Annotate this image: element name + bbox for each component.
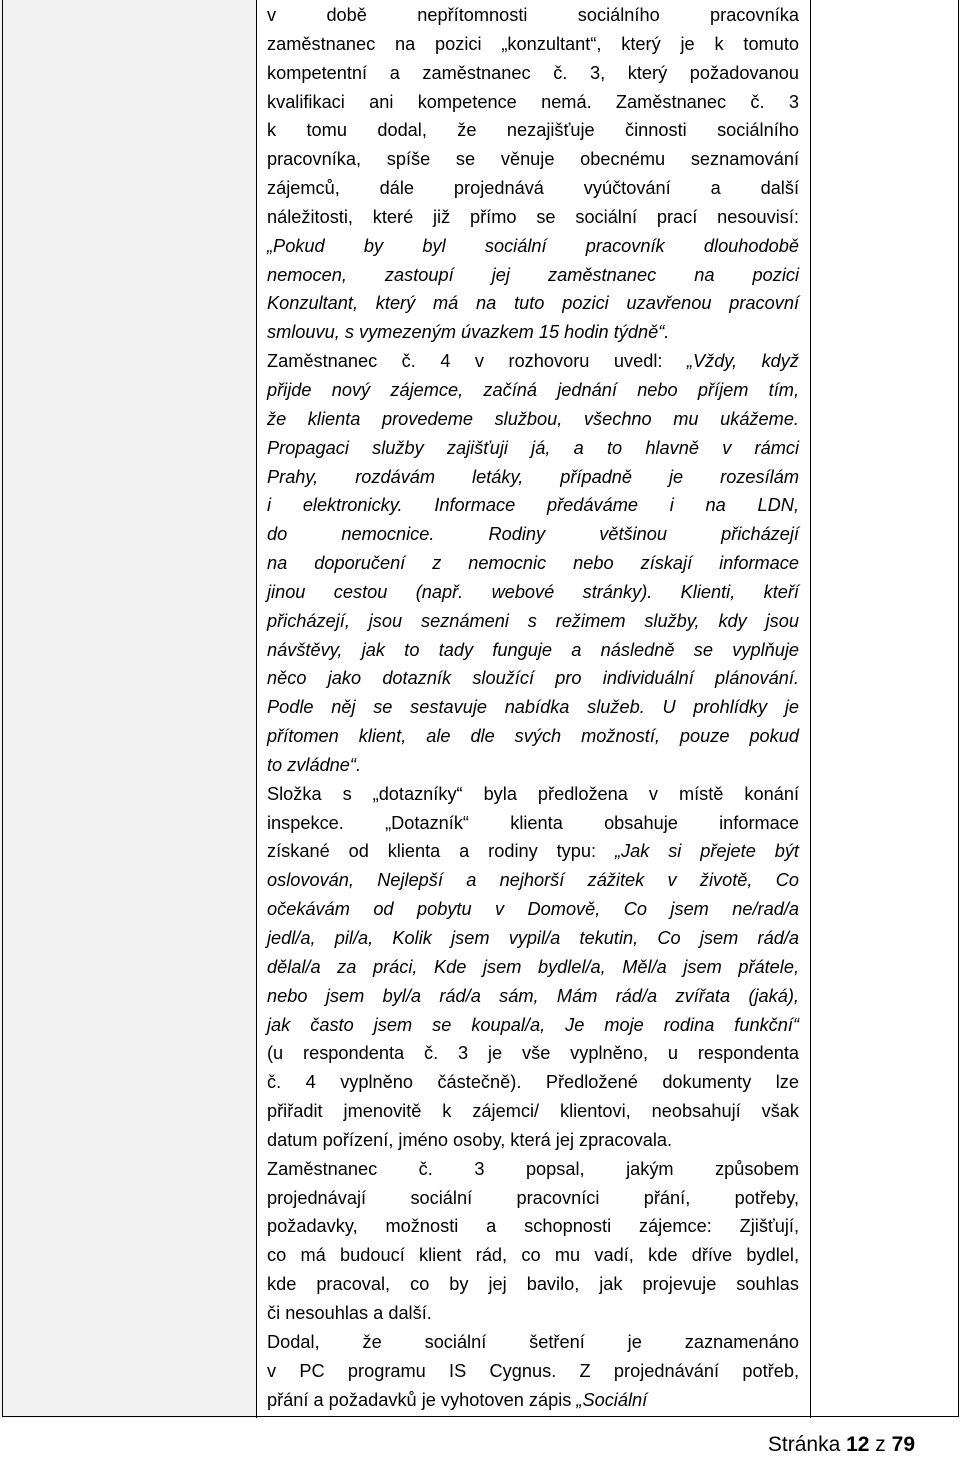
text-line [267, 664, 799, 693]
text-line [267, 549, 799, 578]
line-text: kde pracoval, co by jej bavilo, jak projevuje souhlas [267, 1274, 799, 1295]
quoted-statement: „Sociální [576, 1389, 648, 1410]
line-text: datum pořízení, jméno osoby, která jej zpracovala. [267, 1129, 673, 1150]
quoted-statement: přicházejí, jsou seznámeni s režimem služby, kdy jsou [267, 610, 799, 631]
quoted-statement: očekávám od pobytu v Domově, Co jsem ne/rad/a [267, 899, 799, 920]
line-text: přiřadit jmenovitě k zájemci/ klientovi, neobsahují však [267, 1101, 799, 1122]
quoted-statement: „Jak si přejete být [614, 841, 799, 862]
footer-prefix: Stránka [767, 1433, 847, 1456]
text-line [267, 809, 799, 838]
text-line [267, 924, 799, 953]
text-line [267, 1011, 799, 1040]
text-line [267, 1270, 799, 1299]
text-line [267, 88, 799, 117]
quoted-statement: to zvládne“. [267, 754, 362, 775]
text-line [267, 866, 799, 895]
line-text: (u respondenta č. 3 je vše vyplněno, u respondenta [267, 1043, 799, 1064]
quoted-statement: přijde nový zájemce, začíná jednání nebo příjem tím, [267, 379, 799, 400]
text-line [267, 1212, 799, 1241]
text-line [267, 203, 799, 232]
line-text: získané od klienta a rodiny typu: [267, 841, 615, 862]
quoted-statement: něco jako dotazník sloužící pro individuální plánování. [267, 668, 799, 689]
line-text: zaměstnanec na pozici „konzultant“, který je k tomuto [267, 33, 799, 54]
text-line [267, 145, 799, 174]
quoted-statement: do nemocnice. Rodiny většinou přicházejí [267, 524, 799, 545]
line-text: přání a požadavků je vyhotoven zápis [267, 1389, 577, 1410]
text-line [267, 1155, 799, 1184]
line-text: náležitosti, které již přímo se sociální prací nesouvisí: [267, 206, 799, 227]
line-text: pracovníka, spíše se věnuje obecnému seznamování [267, 149, 799, 170]
quoted-statement: nemocen, zastoupí jej zaměstnanec na pozici [267, 264, 799, 285]
column-divider [256, 0, 257, 1418]
line-text: kompetentní a zaměstnanec č. 3, který požadovanou [267, 62, 799, 83]
quoted-statement: Prahy, rozdávám letáky, případně je rozesílám [267, 466, 799, 487]
text-line [267, 347, 799, 376]
text-line [267, 434, 799, 463]
quoted-statement: jinou cestou (např. webové stránky). Klienti, kteří [267, 581, 799, 602]
quoted-statement: smlouvu, s vymezeným úvazkem 15 hodin týdně“. [267, 322, 670, 343]
line-text: kvalifikaci ani kompetence nemá. Zaměstnanec č. 3 [267, 91, 799, 112]
page-number-footer [768, 1433, 915, 1457]
line-text: Dodal, že sociální šetření je zaznamenáno [267, 1331, 799, 1352]
text-line [267, 895, 799, 924]
text-line [267, 1039, 799, 1068]
quoted-statement: Konzultant, který má na tuto pozici uzavřenou pracovní [267, 293, 799, 314]
text-line [267, 837, 799, 866]
text-line [267, 1299, 799, 1328]
quoted-statement: Podle něj se sestavuje nabídka služeb. U prohlídky je [267, 697, 799, 718]
quoted-statement: že klienta provedeme službou, všechno mu ukážeme. [267, 408, 799, 429]
text-line [267, 116, 799, 145]
line-text: zájemců, dále projednává vyúčtování a další [267, 178, 799, 199]
quoted-statement: jak často jsem se koupal/a, Je moje rodina funkční“ [267, 1014, 799, 1035]
text-line [267, 376, 799, 405]
current-page: 12 [846, 1433, 870, 1456]
text-line [267, 722, 799, 751]
text-line [267, 289, 799, 318]
line-text: Zaměstnanec č. 4 v rozhovoru uvedl: [267, 351, 687, 372]
text-line [267, 520, 799, 549]
quoted-statement: přítomen klient, ale dle svých možností, pouze pokud [267, 726, 799, 747]
text-line [267, 780, 799, 809]
quoted-statement: dělal/a za práci, Kde jsem bydlel/a, Měl/a jsem přátele, [267, 956, 799, 977]
text-line [267, 1357, 799, 1386]
line-text: či nesouhlas a další. [267, 1302, 432, 1323]
quoted-statement: „Pokud by byl sociální pracovník dlouhodobě [267, 235, 799, 256]
text-line [267, 1184, 799, 1213]
line-text: Složka s „dotazníky“ byla předložena v místě konání [267, 783, 799, 804]
line-text: č. 4 vyplněno částečně). Předložené dokumenty lze [267, 1072, 799, 1093]
text-line [267, 30, 799, 59]
text-line [267, 751, 799, 780]
quoted-statement: jedl/a, pil/a, Kolik jsem vypil/a tekutin, Co jsem rád/a [267, 928, 799, 948]
quoted-statement: „Vždy, když [686, 351, 799, 372]
text-line [267, 953, 799, 982]
text-line [267, 1126, 799, 1155]
quoted-statement: návštěvy, jak to tady funguje a následně se vyplňuje [267, 639, 799, 660]
line-text: co má budoucí klient rád, co mu vadí, kde dříve bydlel, [267, 1245, 799, 1266]
quoted-statement: nebo jsem byl/a rád/a sám, Mám rád/a zvířata (jaká), [267, 985, 799, 1006]
column-divider [810, 0, 811, 1418]
inspection-findings-text [267, 1, 799, 1414]
text-line [267, 1241, 799, 1270]
text-line [267, 578, 799, 607]
quoted-statement: oslovován, Nejlepší a nejhorší zážitek v životě, Co [267, 870, 799, 891]
text-line [267, 405, 799, 434]
text-line [267, 1, 799, 30]
text-line [267, 59, 799, 88]
text-line [267, 636, 799, 665]
footer-separator: z [869, 1433, 892, 1456]
text-line [267, 261, 799, 290]
text-line [267, 463, 799, 492]
text-line [267, 174, 799, 203]
quoted-statement: na doporučení z nemocnic nebo získají informace [267, 553, 799, 574]
line-text: Zaměstnanec č. 3 popsal, jakým způsobem [267, 1158, 799, 1179]
quoted-statement: i elektronicky. Informace předáváme i na LDN, [267, 495, 799, 516]
text-line [267, 491, 799, 520]
text-line [267, 232, 799, 261]
text-line [267, 1386, 799, 1415]
line-text: inspekce. „Dotazník“ klienta obsahuje informace [267, 812, 799, 833]
text-line [267, 318, 799, 347]
text-line [267, 1097, 799, 1126]
quoted-statement: Propagaci služby zajišťuji já, a to hlavně v rámci [267, 437, 799, 458]
line-text: v době nepřítomnosti sociálního pracovníka [267, 5, 799, 25]
text-line [267, 1068, 799, 1097]
text-line [267, 1328, 799, 1357]
line-text: požadavky, možnosti a schopnosti zájemce: Zjišťují, [267, 1216, 799, 1237]
text-line [267, 982, 799, 1011]
line-text: projednávají sociální pracovníci přání, potřeby, [267, 1187, 799, 1208]
text-line [267, 607, 799, 636]
line-text: k tomu dodal, že nezajišťuje činnosti sociálního [267, 120, 799, 141]
text-line [267, 693, 799, 722]
line-text: v PC programu IS Cygnus. Z projednávání potřeb, [267, 1360, 799, 1381]
total-pages: 79 [891, 1433, 915, 1456]
